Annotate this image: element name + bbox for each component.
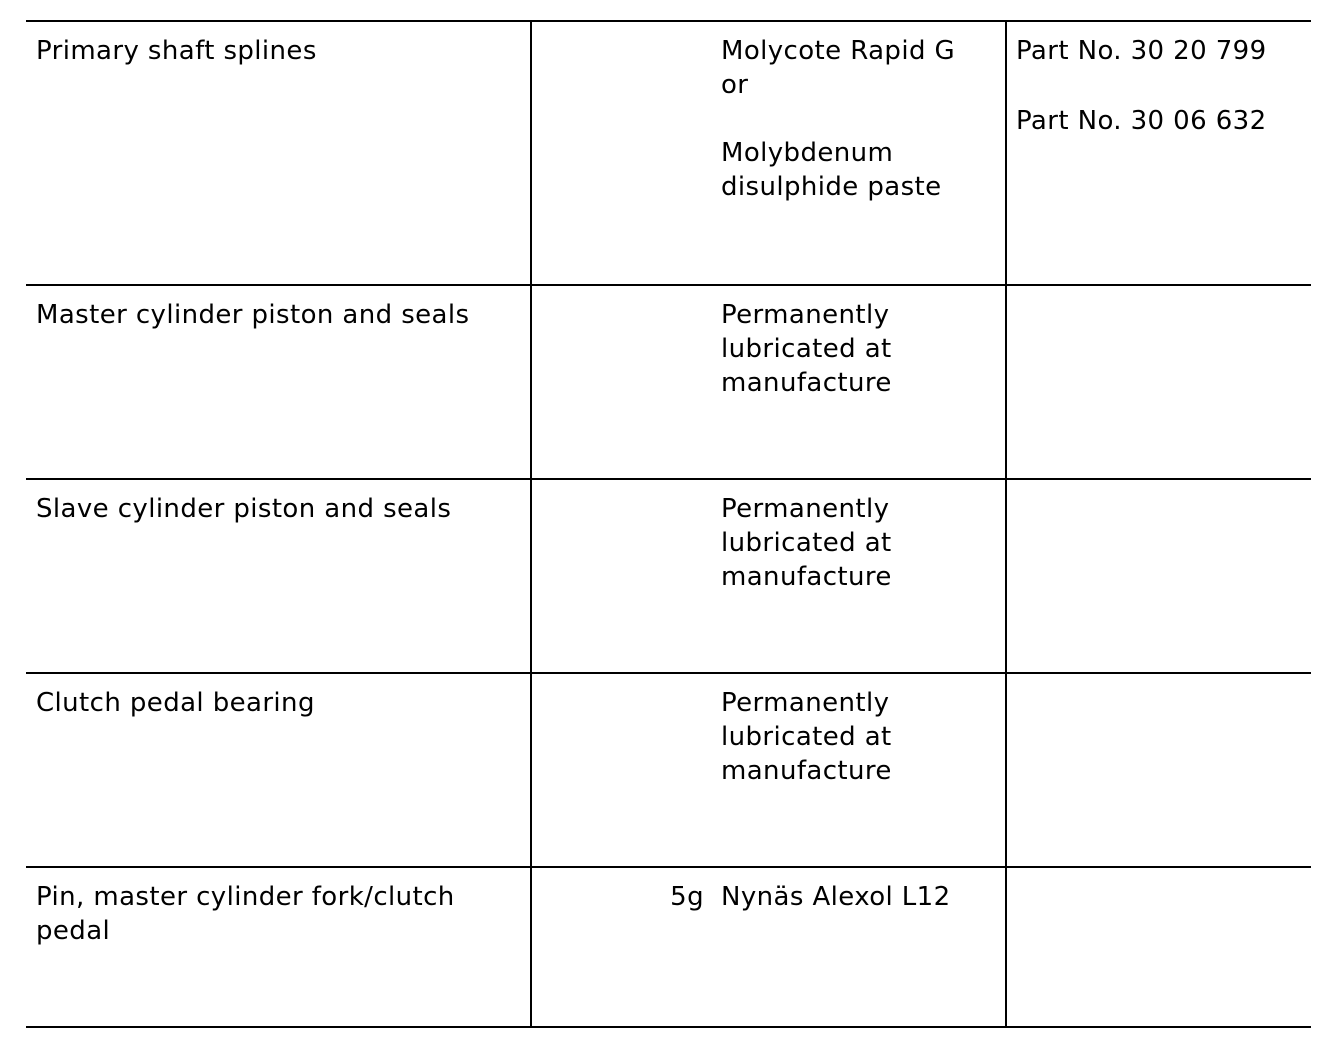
component-label: Pin, master cylinder fork/clutch pedal bbox=[36, 882, 455, 946]
component-cell bbox=[26, 673, 531, 867]
table-row bbox=[26, 285, 1311, 479]
table-row bbox=[26, 21, 1311, 285]
part-number-cell bbox=[1006, 21, 1311, 285]
part-number-spacer bbox=[1016, 68, 1311, 104]
component-cell bbox=[26, 285, 531, 479]
part-number-cell bbox=[1006, 285, 1311, 479]
component-label: Master cylinder piston and seals bbox=[36, 300, 470, 330]
lubricant-cell bbox=[531, 673, 1006, 867]
lubricant-name: Permanently lubricated at manufacture bbox=[721, 494, 892, 592]
lubricant-name: Permanently lubricated at manufacture bbox=[721, 300, 892, 398]
lubricant-cell bbox=[531, 479, 1006, 673]
part-number: Part No. 30 20 799 bbox=[1016, 36, 1267, 66]
component-label: Slave cylinder piston and seals bbox=[36, 494, 452, 524]
lubricant-name: Permanently lubricated at manufacture bbox=[721, 688, 892, 786]
lubricant-cell bbox=[531, 21, 1006, 285]
component-label: Primary shaft splines bbox=[36, 36, 317, 66]
lubricant-name: Nynäs Alexol L12 bbox=[721, 882, 951, 912]
table-row bbox=[26, 673, 1311, 867]
component-label: Clutch pedal bearing bbox=[36, 688, 315, 718]
lubricant-name: Molycote Rapid G or Molybdenum disulphide paste bbox=[721, 36, 956, 202]
lubricant-table bbox=[26, 20, 1311, 1028]
part-number-cell bbox=[1006, 673, 1311, 867]
lubricant-cell bbox=[531, 867, 1006, 1027]
table-row bbox=[26, 867, 1311, 1027]
quantity-value: 5g bbox=[670, 882, 704, 912]
component-cell bbox=[26, 21, 531, 285]
part-number-cell bbox=[1006, 867, 1311, 1027]
table-row bbox=[26, 479, 1311, 673]
part-number: Part No. 30 06 632 bbox=[1016, 106, 1267, 136]
lubricant-cell bbox=[531, 285, 1006, 479]
component-cell bbox=[26, 479, 531, 673]
part-number-cell bbox=[1006, 479, 1311, 673]
component-cell bbox=[26, 867, 531, 1027]
